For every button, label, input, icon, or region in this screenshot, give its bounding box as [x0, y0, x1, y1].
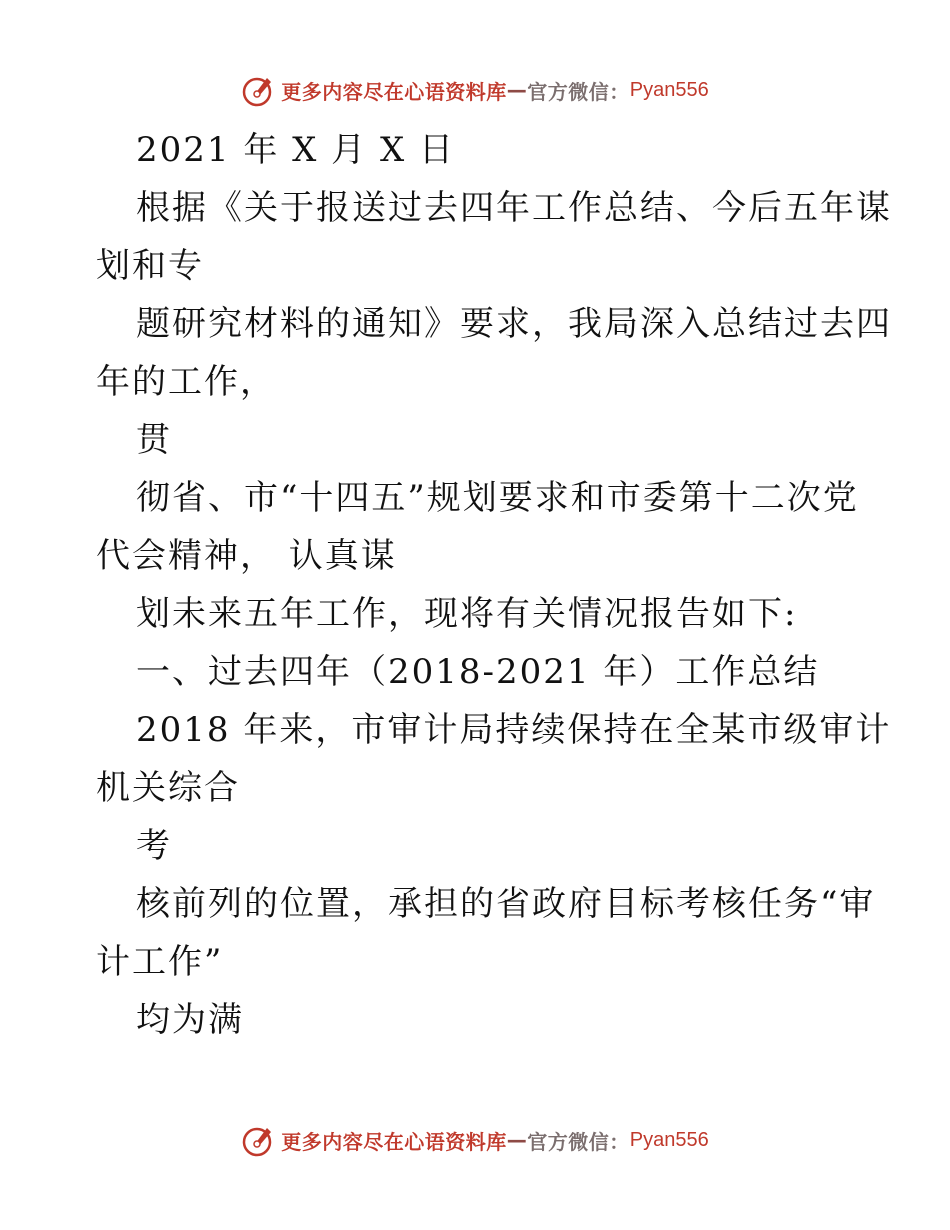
watermark-main-text: 更多内容尽在心语资料库 [281, 1129, 507, 1154]
pen-nib-logo-icon [241, 1122, 277, 1158]
paragraph-line: 彻省、市“十四五”规划要求和市委第十二次党 [136, 478, 859, 518]
paragraph-line: 划未来五年工作，现将有关情况报告如下: [136, 594, 798, 634]
paragraph-line: 计工作” [96, 942, 224, 982]
watermark-wechat-id: Pyan556 [629, 78, 709, 101]
paragraph-line: 根据《关于报送过去四年工作总结、今后五年谋 [136, 188, 892, 228]
paragraph-line: 贯 [136, 420, 172, 460]
watermark-wechat-label: 官方微信： [527, 79, 630, 104]
paragraph-line: 代会精神， 认真谋 [96, 536, 397, 576]
paragraph-line: 2018 年来，市审计局持续保持在全某市级审计 [136, 710, 892, 750]
pen-nib-logo-icon [241, 72, 277, 108]
watermark-wechat-label: 官方微信： [527, 1129, 630, 1154]
paragraph-line: 机关综合 [96, 768, 240, 808]
watermark-main-text: 更多内容尽在心语资料库 [281, 79, 507, 104]
watermark-wechat-id: Pyan556 [629, 1128, 709, 1151]
watermark-header [0, 68, 950, 112]
paragraph-line: 年的工作， [96, 362, 276, 402]
paragraph-line: 划和专 [96, 246, 204, 286]
paragraph-line: 题研究材料的通知》要求，我局深入总结过去四 [136, 304, 892, 344]
watermark-separator: — [506, 1128, 528, 1152]
watermark-separator: — [506, 78, 528, 102]
watermark-footer [0, 1118, 950, 1162]
date-line: 2021 年 X 月 X 日 [136, 130, 455, 170]
paragraph-line: 均为满 [136, 1000, 244, 1040]
paragraph-line: 核前列的位置，承担的省政府目标考核任务“审 [136, 884, 876, 924]
paragraph-line: 考 [136, 826, 172, 866]
section-heading: 一、过去四年（2018-2021 年）工作总结 [136, 652, 820, 692]
